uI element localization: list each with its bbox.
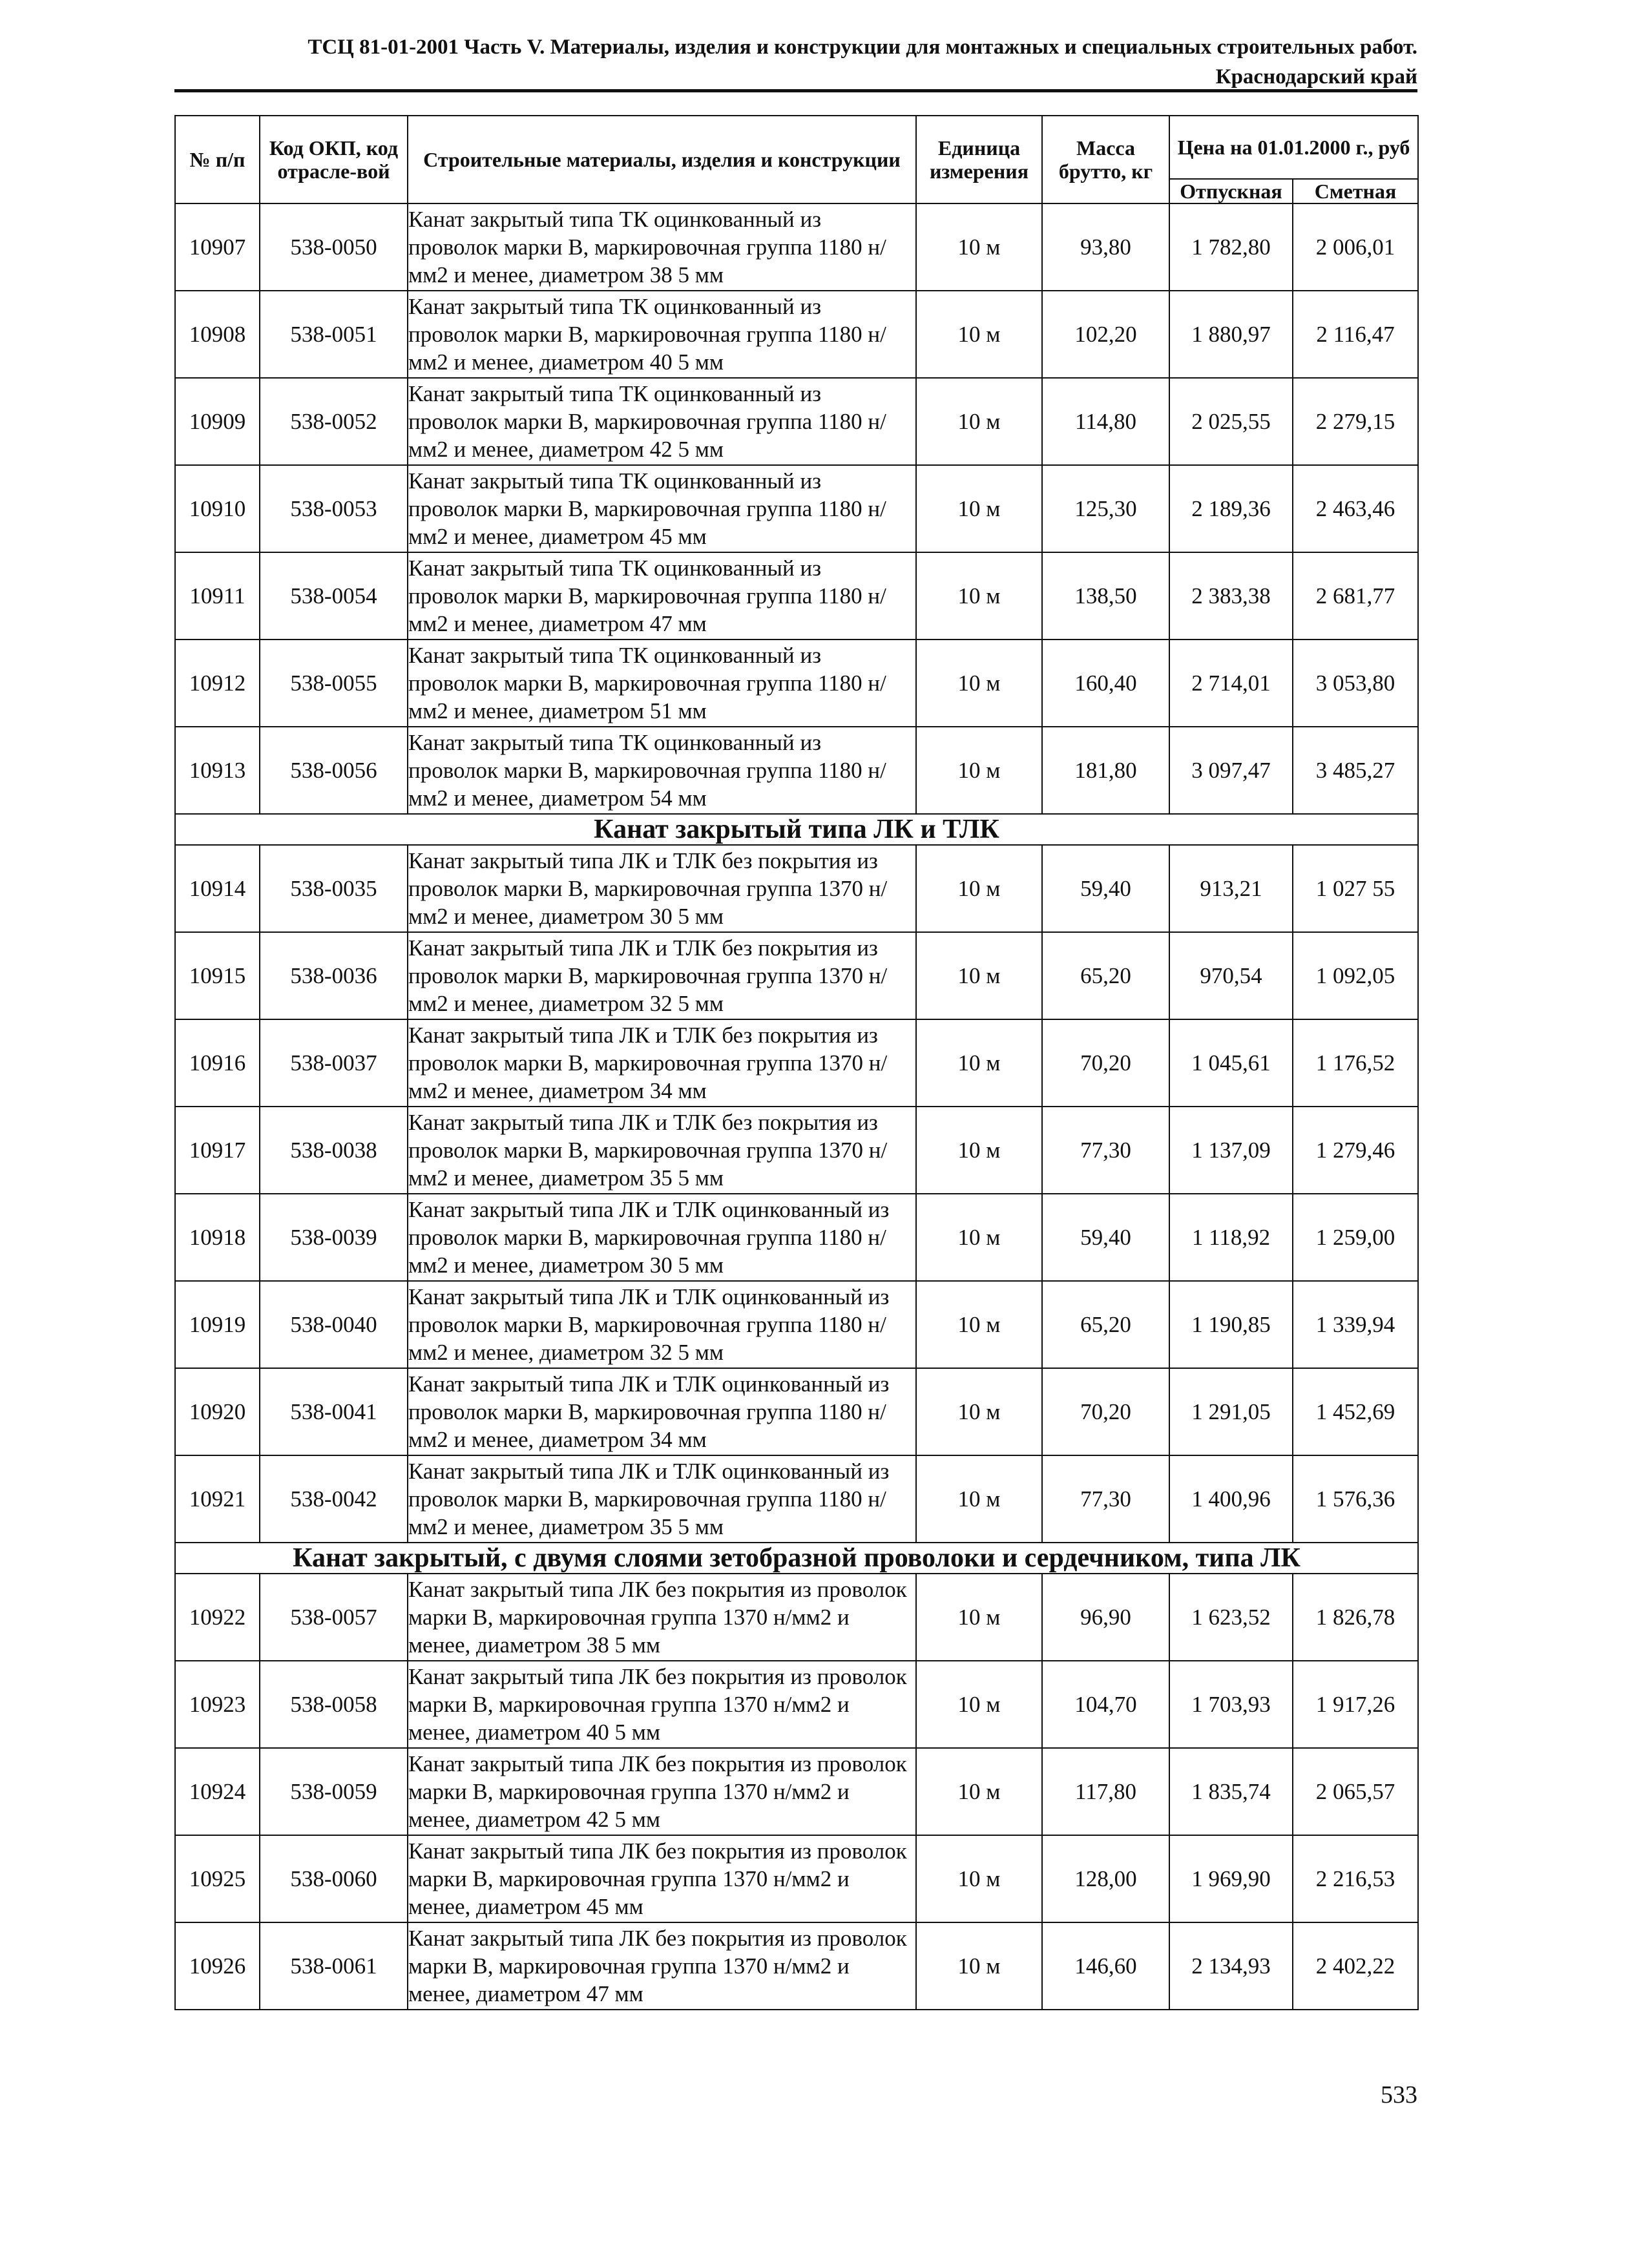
cell-code: 538-0055 bbox=[260, 640, 408, 727]
cell-unit: 10 м bbox=[916, 1194, 1042, 1281]
cell-code: 538-0060 bbox=[260, 1835, 408, 1922]
cell-code: 538-0058 bbox=[260, 1661, 408, 1748]
cell-release: 1 190,85 bbox=[1169, 1281, 1293, 1368]
cell-release: 2 025,55 bbox=[1169, 378, 1293, 465]
cell-release: 1 703,93 bbox=[1169, 1661, 1293, 1748]
header-rule bbox=[174, 89, 1417, 92]
cell-estimate: 1 176,52 bbox=[1293, 1019, 1418, 1107]
cell-code: 538-0057 bbox=[260, 1574, 408, 1661]
col-header-unit: Единица измерения bbox=[916, 116, 1042, 203]
cell-estimate: 1 259,00 bbox=[1293, 1194, 1418, 1281]
cell-unit: 10 м bbox=[916, 203, 1042, 291]
cell-desc: Канат закрытый типа ЛК без покрытия из проволок марки В, маркировочная группа 1370 н/мм2 и менее, диаметром 47 мм bbox=[408, 1922, 916, 2010]
section-row bbox=[175, 1543, 1418, 1574]
cell-unit: 10 м bbox=[916, 1835, 1042, 1922]
table-row bbox=[175, 1107, 1418, 1194]
cell-num: 10907 bbox=[175, 203, 260, 291]
table-row bbox=[175, 1368, 1418, 1455]
cell-code: 538-0053 bbox=[260, 465, 408, 552]
cell-desc: Канат закрытый типа ТК оцинкованный из проволок марки В, маркировочная группа 1180 н/мм2 и менее, диаметром 40 5 мм bbox=[408, 291, 916, 378]
cell-release: 1 623,52 bbox=[1169, 1574, 1293, 1661]
cell-release: 1 291,05 bbox=[1169, 1368, 1293, 1455]
cell-num: 10918 bbox=[175, 1194, 260, 1281]
cell-code: 538-0056 bbox=[260, 727, 408, 814]
cell-release: 970,54 bbox=[1169, 932, 1293, 1019]
cell-estimate: 2 402,22 bbox=[1293, 1922, 1418, 2010]
cell-unit: 10 м bbox=[916, 845, 1042, 932]
cell-unit: 10 м bbox=[916, 1107, 1042, 1194]
cell-num: 10910 bbox=[175, 465, 260, 552]
table-row bbox=[175, 203, 1418, 291]
col-header-name: Строительные материалы, изделия и конструкции bbox=[408, 116, 916, 203]
cell-mass: 114,80 bbox=[1042, 378, 1169, 465]
cell-desc: Канат закрытый типа ЛК и ТЛК оцинкованный из проволок марки В, маркировочная группа 1180 н/мм2 и менее, диаметром 30 5 мм bbox=[408, 1194, 916, 1281]
cell-desc: Канат закрытый типа ЛК без покрытия из проволок марки В, маркировочная группа 1370 н/мм2 и менее, диаметром 40 5 мм bbox=[408, 1661, 916, 1748]
cell-code: 538-0051 bbox=[260, 291, 408, 378]
cell-desc: Канат закрытый типа ЛК и ТЛК оцинкованный из проволок марки В, маркировочная группа 1180 н/мм2 и менее, диаметром 34 мм bbox=[408, 1368, 916, 1455]
table-row bbox=[175, 378, 1418, 465]
cell-num: 10926 bbox=[175, 1922, 260, 2010]
cell-estimate: 1 027 55 bbox=[1293, 845, 1418, 932]
cell-mass: 65,20 bbox=[1042, 1281, 1169, 1368]
cell-mass: 77,30 bbox=[1042, 1455, 1169, 1543]
cell-mass: 102,20 bbox=[1042, 291, 1169, 378]
cell-code: 538-0061 bbox=[260, 1922, 408, 2010]
cell-release: 3 097,47 bbox=[1169, 727, 1293, 814]
cell-estimate: 1 339,94 bbox=[1293, 1281, 1418, 1368]
cell-mass: 160,40 bbox=[1042, 640, 1169, 727]
cell-unit: 10 м bbox=[916, 291, 1042, 378]
cell-code: 538-0035 bbox=[260, 845, 408, 932]
cell-num: 10911 bbox=[175, 552, 260, 640]
cell-unit: 10 м bbox=[916, 932, 1042, 1019]
cell-desc: Канат закрытый типа ЛК и ТЛК без покрытия из проволок марки В, маркировочная группа 1370 н/мм2 и менее, диаметром 34 мм bbox=[408, 1019, 916, 1107]
cell-desc: Канат закрытый типа ТК оцинкованный из проволок марки В, маркировочная группа 1180 н/мм2 и менее, диаметром 47 мм bbox=[408, 552, 916, 640]
cell-release: 1 118,92 bbox=[1169, 1194, 1293, 1281]
cell-estimate: 3 485,27 bbox=[1293, 727, 1418, 814]
table-row bbox=[175, 1835, 1418, 1922]
cell-code: 538-0037 bbox=[260, 1019, 408, 1107]
cell-desc: Канат закрытый типа ТК оцинкованный из проволок марки В, маркировочная группа 1180 н/мм2 и менее, диаметром 54 мм bbox=[408, 727, 916, 814]
cell-estimate: 2 216,53 bbox=[1293, 1835, 1418, 1922]
cell-release: 2 134,93 bbox=[1169, 1922, 1293, 2010]
table-row bbox=[175, 640, 1418, 727]
cell-desc: Канат закрытый типа ЛК и ТЛК оцинкованный из проволок марки В, маркировочная группа 1180 н/мм2 и менее, диаметром 32 5 мм bbox=[408, 1281, 916, 1368]
table-row bbox=[175, 727, 1418, 814]
table-body bbox=[175, 203, 1418, 2010]
cell-mass: 70,20 bbox=[1042, 1368, 1169, 1455]
cell-code: 538-0054 bbox=[260, 552, 408, 640]
cell-mass: 77,30 bbox=[1042, 1107, 1169, 1194]
cell-mass: 138,50 bbox=[1042, 552, 1169, 640]
cell-desc: Канат закрытый типа ЛК и ТЛК без покрытия из проволок марки В, маркировочная группа 1370 н/мм2 и менее, диаметром 35 5 мм bbox=[408, 1107, 916, 1194]
cell-code: 538-0039 bbox=[260, 1194, 408, 1281]
table-row bbox=[175, 1019, 1418, 1107]
cell-estimate: 1 279,46 bbox=[1293, 1107, 1418, 1194]
cell-mass: 70,20 bbox=[1042, 1019, 1169, 1107]
cell-unit: 10 м bbox=[916, 1019, 1042, 1107]
cell-unit: 10 м bbox=[916, 1574, 1042, 1661]
section-row bbox=[175, 814, 1418, 845]
cell-release: 1 782,80 bbox=[1169, 203, 1293, 291]
cell-desc: Канат закрытый типа ЛК без покрытия из проволок марки В, маркировочная группа 1370 н/мм2 и менее, диаметром 38 5 мм bbox=[408, 1574, 916, 1661]
header-region: Краснодарский край bbox=[1215, 65, 1417, 88]
cell-num: 10922 bbox=[175, 1574, 260, 1661]
cell-unit: 10 м bbox=[916, 1922, 1042, 2010]
table-row bbox=[175, 1661, 1418, 1748]
cell-desc: Канат закрытый типа ЛК без покрытия из проволок марки В, маркировочная группа 1370 н/мм2 и менее, диаметром 45 мм bbox=[408, 1835, 916, 1922]
cell-estimate: 2 279,15 bbox=[1293, 378, 1418, 465]
cell-num: 10923 bbox=[175, 1661, 260, 1748]
col-header-num: № п/п bbox=[175, 116, 260, 203]
cell-num: 10915 bbox=[175, 932, 260, 1019]
cell-estimate: 1 452,69 bbox=[1293, 1368, 1418, 1455]
cell-desc: Канат закрытый типа ЛК и ТЛК оцинкованный из проволок марки В, маркировочная группа 1180 н/мм2 и менее, диаметром 35 5 мм bbox=[408, 1455, 916, 1543]
cell-unit: 10 м bbox=[916, 1748, 1042, 1835]
table-row bbox=[175, 291, 1418, 378]
cell-code: 538-0050 bbox=[260, 203, 408, 291]
table-row bbox=[175, 845, 1418, 932]
cell-desc: Канат закрытый типа ТК оцинкованный из проволок марки В, маркировочная группа 1180 н/мм2 и менее, диаметром 38 5 мм bbox=[408, 203, 916, 291]
cell-mass: 96,90 bbox=[1042, 1574, 1169, 1661]
cell-release: 1 880,97 bbox=[1169, 291, 1293, 378]
cell-estimate: 2 463,46 bbox=[1293, 465, 1418, 552]
cell-release: 2 383,38 bbox=[1169, 552, 1293, 640]
cell-desc: Канат закрытый типа ЛК и ТЛК без покрытия из проволок марки В, маркировочная группа 1370 н/мм2 и менее, диаметром 30 5 мм bbox=[408, 845, 916, 932]
cell-desc: Канат закрытый типа ТК оцинкованный из проволок марки В, маркировочная группа 1180 н/мм2 и менее, диаметром 45 мм bbox=[408, 465, 916, 552]
col-header-release: Отпускная bbox=[1169, 179, 1293, 203]
col-header-code: Код ОКП, код отрасле-вой bbox=[260, 116, 408, 203]
cell-mass: 59,40 bbox=[1042, 845, 1169, 932]
cell-num: 10909 bbox=[175, 378, 260, 465]
cell-desc: Канат закрытый типа ЛК и ТЛК без покрытия из проволок марки В, маркировочная группа 1370 н/мм2 и менее, диаметром 32 5 мм bbox=[408, 932, 916, 1019]
cell-estimate: 2 116,47 bbox=[1293, 291, 1418, 378]
cell-mass: 93,80 bbox=[1042, 203, 1169, 291]
cell-mass: 146,60 bbox=[1042, 1922, 1169, 2010]
page-header bbox=[174, 32, 1417, 92]
header-title: ТСЦ 81-01-2001 Часть V. Материалы, изделия и конструкции для монтажных и специальных строительных работ. bbox=[308, 36, 1417, 59]
cell-estimate: 3 053,80 bbox=[1293, 640, 1418, 727]
cell-release: 1 835,74 bbox=[1169, 1748, 1293, 1835]
cell-num: 10914 bbox=[175, 845, 260, 932]
cell-num: 10924 bbox=[175, 1748, 260, 1835]
cell-unit: 10 м bbox=[916, 727, 1042, 814]
cell-estimate: 1 576,36 bbox=[1293, 1455, 1418, 1543]
cell-release: 2 714,01 bbox=[1169, 640, 1293, 727]
cell-unit: 10 м bbox=[916, 378, 1042, 465]
cell-unit: 10 м bbox=[916, 1661, 1042, 1748]
cell-release: 1 400,96 bbox=[1169, 1455, 1293, 1543]
cell-estimate: 2 006,01 bbox=[1293, 203, 1418, 291]
section-title: Канат закрытый типа ЛК и ТЛК bbox=[175, 814, 1418, 845]
cell-mass: 181,80 bbox=[1042, 727, 1169, 814]
cell-desc: Канат закрытый типа ЛК без покрытия из проволок марки В, маркировочная группа 1370 н/мм2 и менее, диаметром 42 5 мм bbox=[408, 1748, 916, 1835]
col-header-estimate: Сметная bbox=[1293, 179, 1418, 203]
cell-release: 1 045,61 bbox=[1169, 1019, 1293, 1107]
cell-code: 538-0038 bbox=[260, 1107, 408, 1194]
col-header-price: Цена на 01.01.2000 г., руб bbox=[1169, 116, 1418, 179]
cell-code: 538-0040 bbox=[260, 1281, 408, 1368]
cell-num: 10919 bbox=[175, 1281, 260, 1368]
cell-estimate: 2 681,77 bbox=[1293, 552, 1418, 640]
price-table bbox=[174, 115, 1419, 2010]
cell-code: 538-0042 bbox=[260, 1455, 408, 1543]
section-title: Канат закрытый, с двумя слоями зетобразной проволоки и сердечником, типа ЛК bbox=[175, 1543, 1418, 1574]
cell-num: 10917 bbox=[175, 1107, 260, 1194]
cell-unit: 10 м bbox=[916, 552, 1042, 640]
cell-num: 10921 bbox=[175, 1455, 260, 1543]
table-row bbox=[175, 552, 1418, 640]
cell-mass: 125,30 bbox=[1042, 465, 1169, 552]
cell-num: 10912 bbox=[175, 640, 260, 727]
cell-unit: 10 м bbox=[916, 1368, 1042, 1455]
cell-estimate: 2 065,57 bbox=[1293, 1748, 1418, 1835]
cell-unit: 10 м bbox=[916, 465, 1042, 552]
cell-mass: 59,40 bbox=[1042, 1194, 1169, 1281]
cell-num: 10916 bbox=[175, 1019, 260, 1107]
cell-release: 1 137,09 bbox=[1169, 1107, 1293, 1194]
cell-release: 913,21 bbox=[1169, 845, 1293, 932]
cell-estimate: 1 092,05 bbox=[1293, 932, 1418, 1019]
cell-release: 1 969,90 bbox=[1169, 1835, 1293, 1922]
cell-num: 10908 bbox=[175, 291, 260, 378]
table-row bbox=[175, 1574, 1418, 1661]
table-row bbox=[175, 932, 1418, 1019]
cell-mass: 104,70 bbox=[1042, 1661, 1169, 1748]
cell-unit: 10 м bbox=[916, 1281, 1042, 1368]
page-number: 533 bbox=[1381, 2081, 1417, 2108]
table-row bbox=[175, 1922, 1418, 2010]
cell-num: 10925 bbox=[175, 1835, 260, 1922]
cell-code: 538-0059 bbox=[260, 1748, 408, 1835]
table-row bbox=[175, 1455, 1418, 1543]
cell-code: 538-0052 bbox=[260, 378, 408, 465]
cell-num: 10920 bbox=[175, 1368, 260, 1455]
cell-mass: 65,20 bbox=[1042, 932, 1169, 1019]
cell-estimate: 1 917,26 bbox=[1293, 1661, 1418, 1748]
cell-desc: Канат закрытый типа ТК оцинкованный из проволок марки В, маркировочная группа 1180 н/мм2 и менее, диаметром 51 мм bbox=[408, 640, 916, 727]
cell-release: 2 189,36 bbox=[1169, 465, 1293, 552]
table-row bbox=[175, 1748, 1418, 1835]
table-row bbox=[175, 1281, 1418, 1368]
cell-unit: 10 м bbox=[916, 1455, 1042, 1543]
cell-num: 10913 bbox=[175, 727, 260, 814]
cell-estimate: 1 826,78 bbox=[1293, 1574, 1418, 1661]
cell-mass: 128,00 bbox=[1042, 1835, 1169, 1922]
cell-code: 538-0041 bbox=[260, 1368, 408, 1455]
cell-desc: Канат закрытый типа ТК оцинкованный из проволок марки В, маркировочная группа 1180 н/мм2 и менее, диаметром 42 5 мм bbox=[408, 378, 916, 465]
col-header-mass: Масса брутто, кг bbox=[1042, 116, 1169, 203]
cell-unit: 10 м bbox=[916, 640, 1042, 727]
cell-mass: 117,80 bbox=[1042, 1748, 1169, 1835]
cell-code: 538-0036 bbox=[260, 932, 408, 1019]
table-row bbox=[175, 465, 1418, 552]
table-row bbox=[175, 1194, 1418, 1281]
